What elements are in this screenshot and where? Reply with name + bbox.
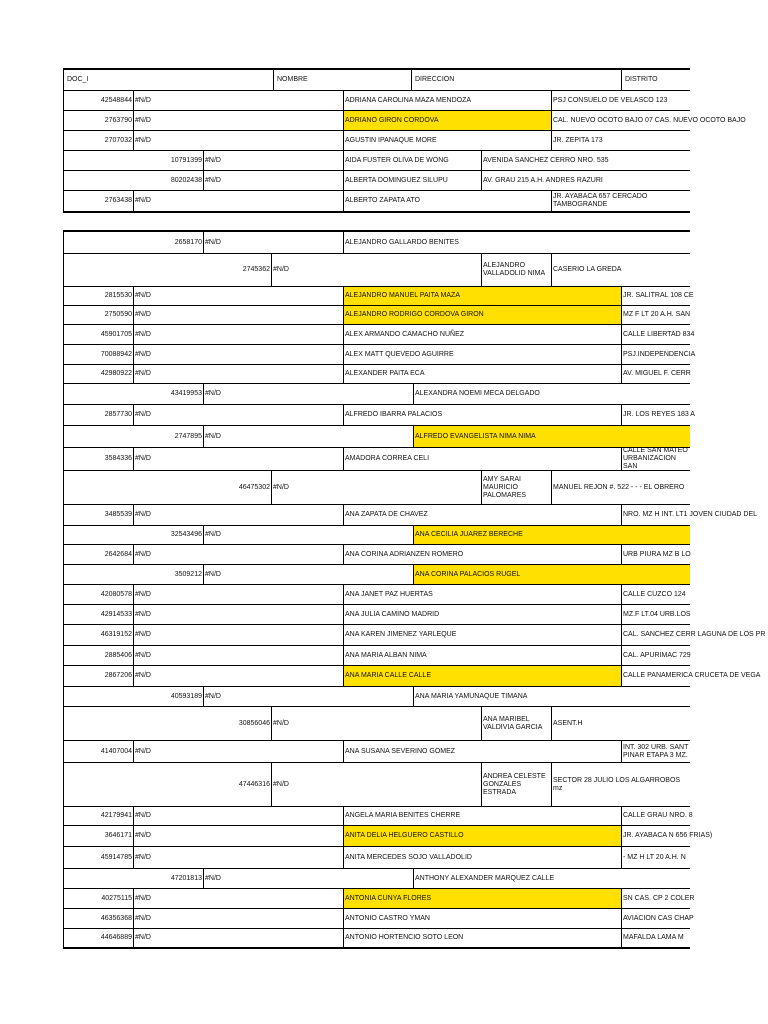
name-cell[interactable]: AMY SARAI MAURICIO PALOMARES xyxy=(481,471,551,504)
address-cell[interactable]: AV. MIGUEL F. CERR xyxy=(621,365,690,383)
name-cell[interactable]: AIDA FUSTER OLIVA DE WONG xyxy=(343,151,481,170)
name-cell[interactable]: AGUSTIN IPANAQUE MORE xyxy=(343,131,551,150)
status-cell[interactable]: #N/D xyxy=(133,365,343,383)
doc-id-cell[interactable]: 2815530 xyxy=(104,292,132,299)
status-cell[interactable]: #N/D xyxy=(203,426,413,447)
status-cell[interactable]: #N/D xyxy=(203,384,413,404)
doc-id-cell[interactable]: 2642684 xyxy=(104,550,132,558)
address-cell[interactable]: INT. 302 URB. SANT PINAR ETAPA 3 MZ. xyxy=(621,741,690,762)
address-cell[interactable]: JR. ZEPITA 173 xyxy=(551,131,690,150)
status-cell[interactable]: #N/D xyxy=(133,741,343,762)
table-row xyxy=(63,425,690,448)
doc-id-cell[interactable]: 2763438 xyxy=(104,197,132,204)
name-cell[interactable]: ANITA DELIA HELGUERO CASTILLO xyxy=(343,826,621,846)
doc-id-cell[interactable]: 41407004 xyxy=(100,747,132,755)
address-cell[interactable]: CASERIO LA GREDA xyxy=(551,254,690,286)
column-header-nombre[interactable]: NOMBRE xyxy=(273,70,411,90)
doc-id-cell[interactable]: 2867206 xyxy=(104,672,132,679)
status-cell[interactable]: #N/D xyxy=(133,847,343,868)
name-cell[interactable]: ANA CORINA PALACIOS RUGEL xyxy=(413,565,690,584)
doc-id-cell[interactable]: 45901705 xyxy=(100,330,132,338)
doc-id-cell[interactable]: 70088942 xyxy=(100,350,132,358)
name-cell[interactable]: ALEJANDRO MANUEL PAITA MAZA xyxy=(343,287,621,305)
status-cell[interactable]: #N/D xyxy=(133,131,343,150)
status-cell[interactable]: #N/D xyxy=(133,826,343,846)
name-cell[interactable]: ALEX MATT QUEVEDO AGUIRRE xyxy=(343,345,621,364)
status-cell[interactable]: #N/D xyxy=(203,171,343,190)
table-row xyxy=(63,888,695,909)
table-row xyxy=(63,825,713,847)
doc-id-cell[interactable]: 42914533 xyxy=(100,610,132,618)
name-cell[interactable]: ANTONIA CUNYA FLORES xyxy=(343,889,621,908)
address-cell[interactable]: SN CAS. CP 2 COLER xyxy=(621,889,690,908)
name-cell[interactable]: ANA MARIA ALBAN NIMA xyxy=(343,646,621,665)
name-cell[interactable]: ANA JANET PAZ HUERTAS xyxy=(343,585,621,604)
doc-id-cell[interactable]: 46319152 xyxy=(100,631,132,638)
status-cell[interactable]: #N/D xyxy=(133,625,343,645)
name-cell[interactable]: ANA CORINA ADRIANZEN ROMERO xyxy=(343,545,621,564)
status-cell[interactable]: #N/D xyxy=(203,151,343,170)
status-cell[interactable]: #N/D xyxy=(203,526,413,544)
name-cell[interactable]: ALEJANDRO RODRIGO CORDOVA GIRON xyxy=(343,306,621,324)
name-cell[interactable]: ALEJANDRO VALLADOLID NIMA xyxy=(481,254,551,286)
doc-id-cell[interactable]: 32543496 xyxy=(170,531,202,538)
doc-id-cell[interactable]: 3509212 xyxy=(174,570,202,578)
address-cell[interactable]: CALLE PANAMERICA CRUCETA DE VEGA xyxy=(621,666,690,686)
table-row xyxy=(63,90,690,111)
table-row xyxy=(63,504,758,526)
status-cell[interactable]: #N/D xyxy=(133,287,343,305)
name-cell[interactable]: ANA MARIBEL VALDIVIA GARCIA xyxy=(481,707,551,740)
name-cell[interactable]: ANTONIO HORTENCIO SOTO LEON xyxy=(343,929,621,947)
table-row xyxy=(63,150,690,171)
table-row xyxy=(63,130,690,151)
status-cell[interactable]: #N/D xyxy=(133,889,343,908)
table-row xyxy=(63,344,696,365)
doc-id-cell[interactable]: 3584336 xyxy=(104,455,132,462)
table-row xyxy=(63,383,690,405)
name-cell[interactable]: ALEXANDRA NOEMI MECA DELGADO xyxy=(413,384,690,404)
name-cell[interactable]: ANA JULIA CAMINO MADRID xyxy=(343,605,621,624)
status-cell[interactable]: #N/D xyxy=(133,545,343,564)
address-cell[interactable]: CALLE GRAU NRO. 8 xyxy=(621,807,690,825)
doc-id-cell[interactable]: 80202438 xyxy=(170,176,202,184)
table-row xyxy=(63,806,693,826)
name-cell[interactable]: ALBERTO ZAPATA ATO xyxy=(343,191,551,211)
table-row xyxy=(63,324,695,345)
doc-id-cell[interactable]: 46475302 xyxy=(238,483,270,491)
doc-id-cell[interactable]: 42980922 xyxy=(100,370,132,377)
table-row xyxy=(63,404,695,426)
table-row xyxy=(63,305,690,325)
address-cell[interactable]: PSJ.INDEPENDENCIA xyxy=(621,345,690,364)
doc-id-cell[interactable]: 40593189 xyxy=(170,692,202,700)
doc-id-cell[interactable]: 42080578 xyxy=(100,590,132,598)
address-cell[interactable]: JR. AYABACA 657 CERCADO TAMBOGRANDE xyxy=(551,191,690,211)
table-row xyxy=(63,364,690,384)
name-cell[interactable]: ALEJANDRO GALLARDO BENITES xyxy=(343,232,690,253)
table-row xyxy=(63,584,690,605)
status-cell[interactable]: #N/D xyxy=(133,91,343,110)
name-cell[interactable]: ANA KAREN JIMENEZ YARLEQUE xyxy=(343,625,621,645)
table-row xyxy=(63,762,690,807)
status-cell[interactable]: #N/D xyxy=(133,505,343,525)
table-row xyxy=(63,170,690,191)
status-cell[interactable]: #N/D xyxy=(133,448,343,470)
doc-id-cell[interactable]: 2658170 xyxy=(174,238,202,246)
doc-id-cell[interactable]: 42548844 xyxy=(100,96,132,104)
doc-id-cell[interactable]: 3646171 xyxy=(104,832,132,839)
table-row xyxy=(63,706,690,741)
name-cell[interactable]: ANA MARIA CALLE CALLE xyxy=(343,666,621,686)
column-header-distrito[interactable]: DISTRITO xyxy=(621,70,690,90)
doc-id-cell[interactable]: 2857730 xyxy=(104,411,132,418)
name-cell[interactable]: ANITA MERCEDES SOJO VALLADOLID xyxy=(343,847,621,868)
status-cell[interactable]: #N/D xyxy=(133,807,343,825)
status-cell[interactable]: #N/D xyxy=(133,111,343,130)
status-cell[interactable]: #N/D xyxy=(133,345,343,364)
status-cell[interactable]: #N/D xyxy=(271,707,481,740)
address-cell[interactable]: JR. SALITRAL 108 CE xyxy=(621,287,690,305)
name-cell[interactable]: ANDREA CELESTE GONZALES ESTRADA xyxy=(481,763,551,806)
address-cell[interactable]: MANUEL REJON #. 522 - - - EL OBRERO xyxy=(551,471,690,504)
doc-id-cell[interactable]: 40275115 xyxy=(101,894,132,902)
name-cell[interactable]: ALEX ARMANDO CAMACHO NUÑEZ xyxy=(343,325,621,344)
address-cell[interactable]: JR. LOS REYES 183 A xyxy=(621,405,690,425)
doc-id-cell[interactable]: 43419953 xyxy=(170,390,202,397)
address-cell[interactable]: PSJ CONSUELO DE VELASCO 123 xyxy=(551,91,690,110)
table-row xyxy=(63,525,690,545)
status-cell[interactable]: #N/D xyxy=(133,325,343,344)
status-cell[interactable]: #N/D xyxy=(133,585,343,604)
status-cell[interactable]: #N/D xyxy=(133,666,343,686)
table-row xyxy=(63,190,690,213)
header-row xyxy=(63,68,690,91)
doc-id-cell[interactable]: 2885406 xyxy=(104,651,132,659)
doc-id-cell[interactable]: 47201813 xyxy=(170,874,202,882)
doc-id-cell[interactable]: 44646889 xyxy=(100,934,132,941)
table-row xyxy=(63,665,761,687)
table-row xyxy=(63,564,690,585)
table-row xyxy=(63,544,690,565)
name-cell[interactable]: AMADORA CORREA CELI xyxy=(343,448,621,470)
status-cell[interactable]: #N/D xyxy=(271,763,481,806)
table-row xyxy=(63,846,690,869)
table-row xyxy=(63,624,766,646)
table-row xyxy=(63,604,690,625)
address-cell[interactable]: AV. GRAU 215 A.H. ANDRES RAZURI xyxy=(481,171,690,190)
name-cell[interactable]: ANA ZAPATA DE CHAVEZ xyxy=(343,505,621,525)
doc-id-cell[interactable]: 42179941 xyxy=(100,812,132,819)
name-cell[interactable]: ADRIANO GIRON CORDOVA xyxy=(343,111,551,130)
column-header-doc[interactable]: DOC_I xyxy=(67,76,89,83)
address-cell[interactable]: CAL. APURIMAC 729 xyxy=(621,646,690,665)
status-cell[interactable]: #N/D xyxy=(133,306,343,324)
status-cell[interactable]: #N/D xyxy=(133,909,343,928)
doc-id-cell[interactable]: 2763790 xyxy=(104,116,132,124)
table-row xyxy=(63,686,690,707)
table-row xyxy=(63,253,690,287)
name-cell[interactable]: ADRIANA CAROLINA MAZA MENDOZA xyxy=(343,91,551,110)
table-row xyxy=(63,230,690,254)
doc-id-cell[interactable]: 47446316 xyxy=(238,780,270,788)
doc-id-cell[interactable]: 10791399 xyxy=(170,156,202,164)
doc-id-cell[interactable]: 2745362 xyxy=(242,266,270,273)
status-cell[interactable]: #N/D xyxy=(203,687,413,706)
status-cell[interactable]: #N/D xyxy=(133,646,343,665)
status-cell[interactable]: #N/D xyxy=(133,405,343,425)
address-cell[interactable]: CAL. NUEVO OCOTO BAJO 07 CAS. NUEVO OCOTO BAJO xyxy=(551,111,690,130)
column-header-direccion[interactable]: DIRECCION xyxy=(411,70,621,90)
address-cell[interactable]: CAL. SANCHEZ CERR LAGUNA DE LOS PR xyxy=(621,625,690,645)
status-cell[interactable]: #N/D xyxy=(271,471,481,504)
doc-id-cell[interactable]: 45914785 xyxy=(100,853,132,861)
table-row xyxy=(63,908,694,929)
name-cell[interactable]: ANTONIO CASTRO YMAN xyxy=(343,909,621,928)
address-cell[interactable]: ASENT.H xyxy=(551,707,690,740)
doc-id-cell[interactable]: 2747895 xyxy=(174,432,202,440)
name-cell[interactable]: ANGELA MARIA BENITES CHERRE xyxy=(343,807,621,825)
table-row xyxy=(63,286,694,306)
address-cell[interactable]: MZ F LT 20 A.H. SAN xyxy=(621,306,690,324)
name-cell[interactable]: ALFREDO EVANGELISTA NIMA NIMA xyxy=(413,426,690,447)
address-cell[interactable]: SECTOR 28 JULIO LOS ALGARROBOS mz xyxy=(551,763,690,806)
address-cell[interactable]: MAFALDA LAMA M xyxy=(621,929,690,947)
address-cell[interactable]: AVIACION CAS CHAP xyxy=(621,909,690,928)
status-cell[interactable]: #N/D xyxy=(203,232,343,253)
status-cell[interactable]: #N/D xyxy=(203,565,413,584)
address-cell[interactable]: - MZ H LT 20 A.H. N xyxy=(621,847,690,868)
table-row xyxy=(63,110,746,131)
address-cell[interactable]: CALLE SAN MATEO URBANIZACION SAN xyxy=(621,448,690,470)
doc-id-cell[interactable]: 2707032 xyxy=(104,136,132,144)
name-cell[interactable]: ANTHONY ALEXANDER MARQUEZ CALLE xyxy=(413,869,690,888)
name-cell[interactable]: ALBERTA DOMINGUEZ SILUPU xyxy=(343,171,481,190)
name-cell[interactable]: ANA SUSANA SEVERINO GOMEZ xyxy=(343,741,621,762)
name-cell[interactable]: ANA CECILIA JUAREZ BERECHE xyxy=(413,526,690,544)
status-cell[interactable]: #N/D xyxy=(133,929,343,947)
status-cell[interactable]: #N/D xyxy=(203,869,413,888)
table-row xyxy=(63,740,690,763)
doc-id-cell[interactable]: 2750590 xyxy=(104,311,132,318)
address-cell[interactable]: NRO. MZ H INT. LT1 JOVEN CIUDAD DEL xyxy=(621,505,690,525)
name-cell[interactable]: ALFREDO IBARRA PALACIOS xyxy=(343,405,621,425)
table-row xyxy=(63,928,690,949)
table-row xyxy=(63,447,690,471)
status-cell[interactable]: #N/D xyxy=(133,191,343,211)
table-row xyxy=(63,470,690,505)
table-row xyxy=(63,645,690,666)
status-cell[interactable]: #N/D xyxy=(271,254,481,286)
doc-id-cell[interactable]: 3485539 xyxy=(104,511,132,518)
address-cell[interactable]: AVENIDA SANCHEZ CERRO NRO. 535 xyxy=(481,151,690,170)
name-cell[interactable]: ANA MARIA YAMUNAQUE TIMANA xyxy=(413,687,690,706)
doc-id-cell[interactable]: 46356368 xyxy=(100,914,132,922)
address-cell[interactable]: URB PIURA MZ B LO xyxy=(621,545,690,564)
status-cell[interactable]: #N/D xyxy=(133,605,343,624)
doc-id-cell[interactable]: 30856046 xyxy=(238,719,270,727)
name-cell[interactable]: ALEXANDER PAITA ECA xyxy=(343,365,621,383)
table-row xyxy=(63,868,690,889)
address-cell[interactable]: CALLE LIBERTAD 834 xyxy=(621,325,690,344)
address-cell[interactable]: JR. AYABACA N 656 FRIAS) xyxy=(621,826,690,846)
address-cell[interactable]: MZ.F LT.04 URB.LOS xyxy=(621,605,690,624)
address-cell[interactable]: CALLE CUZCO 124 xyxy=(621,585,690,604)
